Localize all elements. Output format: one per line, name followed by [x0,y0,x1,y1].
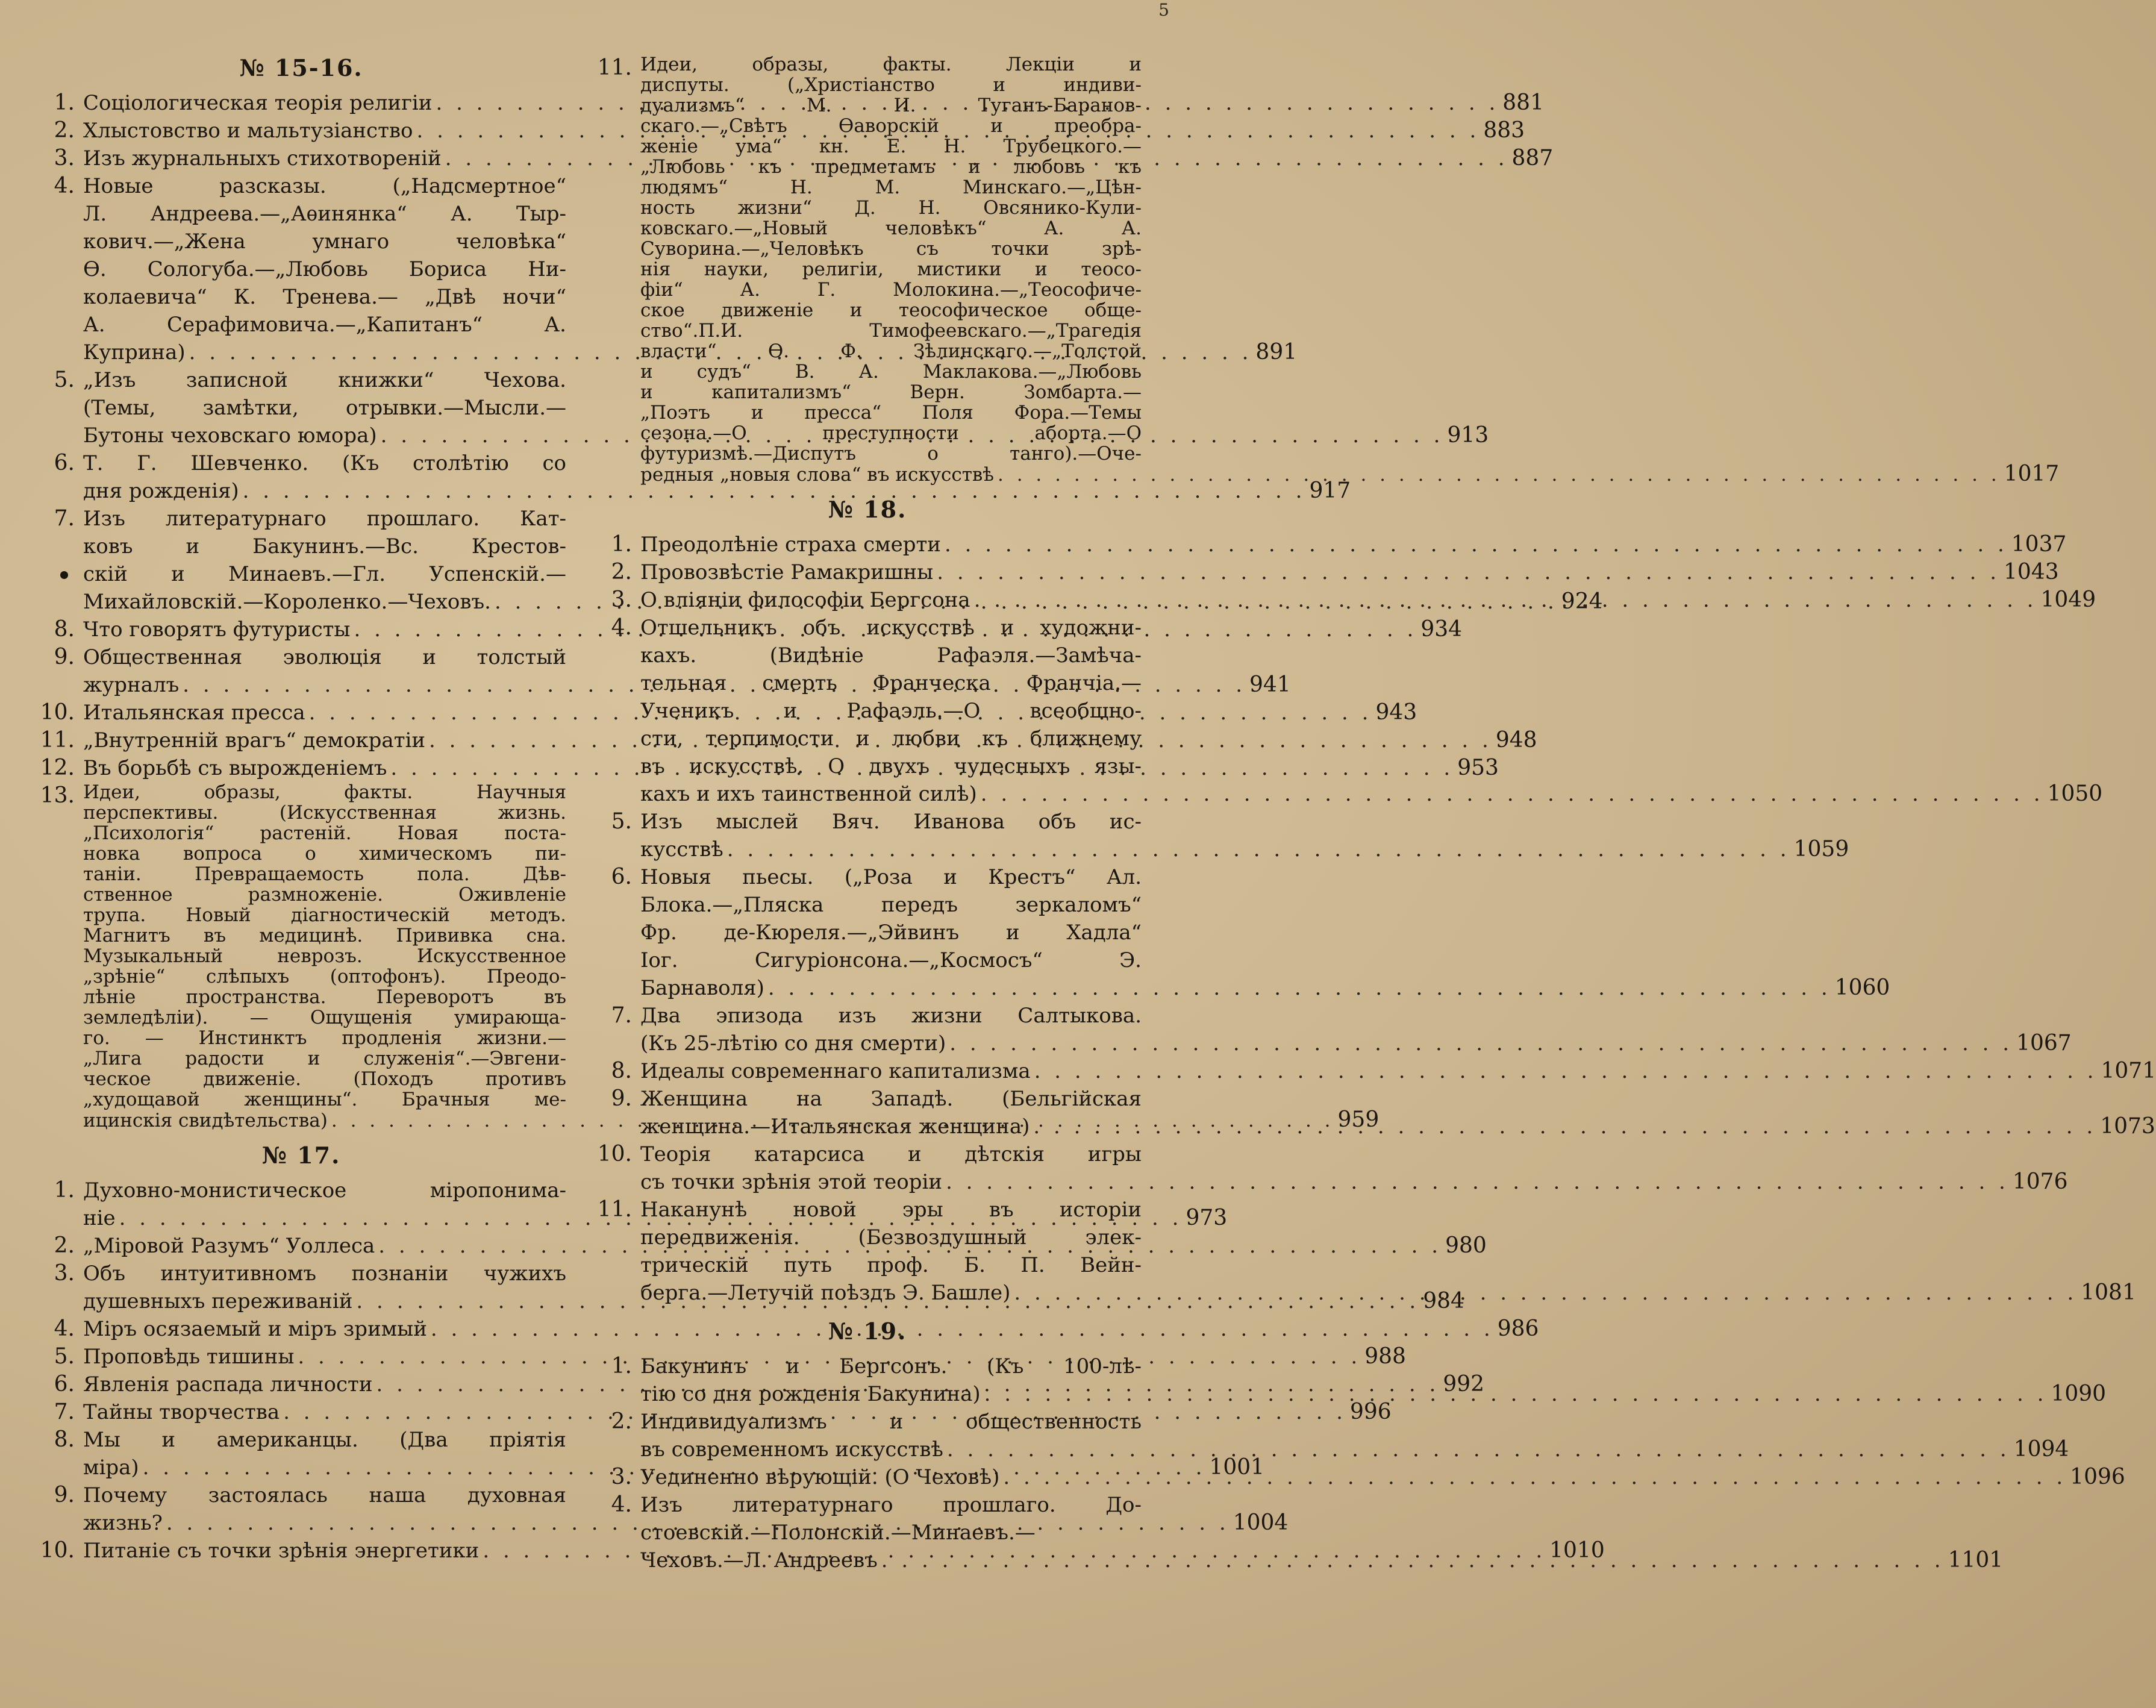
page-number-ref: 1076 [2012,1169,2068,1194]
entry-title-line: Женщина на Западѣ. (Бельгійская [640,1087,1142,1111]
entry-title-line: „Психологія“ растеній. Новая поста- [83,822,566,844]
entry-title-line: Бакунинъ и Бергсонъ. (Къ 100-лѣ- [640,1354,1142,1378]
entry-title-line: Ученикъ и Рафаэль.—О всеобщно- [640,699,1142,723]
entry-number: 1. [54,1178,75,1203]
entry-title-text: (Къ 25-лѣтію со дня смерти) [640,1031,946,1056]
dot-leader [974,586,2037,614]
entry-title-line: Изъ литературнаго прошлаго. До- [640,1493,1142,1517]
page-number-ref: 996 [1350,1400,1392,1424]
entry-body [640,531,2067,558]
issue-heading: № 19. [828,1318,907,1345]
entry-number: 3. [54,1261,75,1286]
entry-number: 5. [54,368,75,392]
entry-title-text: „Міровой Разумъ“ Уоллеса [83,1234,375,1258]
entry-title-line: Общественная эволюція и толстый [83,645,566,669]
toc-entry [593,558,2059,586]
entry-number: 9. [611,1086,632,1111]
issue-heading: № 15-16. [239,54,363,81]
entry-title-line: Изъ литературнаго прошлаго. Кат- [83,507,566,531]
entry-title-line: Духовно-монистическое міропонима- [83,1178,566,1203]
entry-number: 1. [611,532,632,557]
entry-title-text: Барнаволя) [640,976,764,1000]
entry-number: 1. [611,1354,632,1378]
entry-body [640,1140,2068,1196]
entry-number: 5. [54,1344,75,1369]
entry-number: 10. [40,1538,75,1563]
entry-title-text: Изъ журнальныхъ стихотвореній [83,146,442,170]
entry-body [640,1002,2072,1057]
entry-title-text: Идеалы современнаго капитализма [640,1059,1031,1083]
toc-entry [593,1140,2068,1196]
entry-title-text: Уединенно вѣрующій. (О Чеховѣ) [640,1465,1000,1489]
entry-title-line: (Темы, замѣтки, отрывки.—Мысли.— [83,396,566,420]
entry-title-line: ское движеніе и теософическое обще- [640,299,1142,321]
entry-number: 12. [40,755,75,780]
entry-body [640,558,2059,586]
dot-leader [1003,1463,2066,1491]
page-number-ref: 1050 [2047,781,2103,806]
entry-title-line [640,558,2059,586]
entry-title-line: земледѣліи). — Ощущенія умирающа- [83,1007,566,1028]
dot-leader [981,780,2044,808]
page-number-ref: 1071 [2101,1059,2156,1083]
entry-title-text: Питаніе съ точки зрѣнія энергетики [83,1539,480,1563]
entry-title-text: Бутоны чеховскаго юмора) [83,424,377,448]
entry-title-text: кусствѣ [640,837,723,862]
entry-title-line: стоевскій.—Полонскій.—Минаевъ.— [640,1521,1036,1545]
entry-title-line: Блока.—„Пляска передъ зеркаломъ“ [640,893,1142,917]
page-number-ref: 1010 [1549,1538,1605,1563]
page-number: 5 [1158,0,1169,20]
entry-title-text: Что говорятъ футуристы [83,618,351,642]
page-number-ref: 1017 [2004,461,2060,486]
entry-title-line: дуализмъ“ М. И. Туганъ-Баранов- [640,95,1142,116]
entry-title-line: сти, терпимости и любви къ ближнему [640,727,1142,751]
entry-title-line [640,1168,2068,1196]
section-gap [593,485,1142,496]
entry-title-line: „Поэтъ и пресса“ Поля Фора.—Темы [640,402,1142,424]
entry-title-line: Изъ мыслей Вяч. Иванова объ ис- [640,810,1142,834]
page-number-ref: 1094 [2013,1437,2069,1462]
entry-title-text: О вліяніи философіи Бергсона [640,588,970,612]
entry-number: 7. [54,506,75,531]
entry-title-text: Провозвѣстіе Рамакришны [640,560,934,584]
entry-number: 4. [611,1492,632,1517]
entry-title-line: Идеи, образы, факты. Научныя [83,781,566,803]
entry-title-text: Хлыстовство и мальтузіанство [83,119,413,143]
entry-number: 6. [611,865,632,889]
entry-title-line: въ искусствѣ. О двухъ чудесныхъ язы- [640,754,1142,778]
entry-title-line: „зрѣніе“ слѣпыхъ (оптофонъ). Преодо- [83,966,566,987]
entry-title-line: ственное размноженіе. Оживленіе [83,884,566,906]
entry-title-line: Наканунѣ новой эры въ исторіи [640,1198,1142,1222]
dot-leader [1034,1057,2098,1085]
toc-entry [593,1057,2156,1085]
page-number-ref: 891 [1255,340,1298,364]
entry-number: 3. [611,587,632,612]
entry-title-text: Міръ осязаемый и міръ зримый [83,1317,427,1341]
entry-title-line: Ѳ. Сологуба.—„Любовь Бориса Ни- [83,257,566,281]
entry-title-line: и судъ“ В. А. Маклакова.—„Любовь [640,361,1142,383]
entry-title-line: людямъ“ Н. М. Минскаго.—„Цѣн- [640,177,1142,198]
entry-title-line: диспуты. („Христіанство и индиви- [640,74,1142,96]
entry-title-line: передвиженія. (Безвоздушный элек- [640,1225,1142,1250]
entry-number: 7. [54,1400,75,1424]
entry-body [640,863,1890,1002]
page-number-ref: 980 [1445,1233,1487,1258]
page-number-ref: 1081 [2081,1280,2136,1305]
entry-number: 2. [54,118,75,143]
entry-title-line: ческое движеніе. (Походъ противъ [83,1068,566,1090]
page-number-ref: 883 [1483,118,1525,143]
entry-title-line: Мы и американцы. (Два пріятія [83,1428,566,1452]
entry-title-text: Куприна) [83,340,186,364]
entry-number: 7. [611,1003,632,1028]
entry-title-line: „Изъ записной книжки“ Чехова. [83,368,566,392]
entry-title-text: берга.—Летучій поѣздъ Э. Башле) [640,1281,1011,1305]
page-number-ref: 943 [1375,700,1417,725]
dot-leader [984,1380,2048,1408]
entry-title-line: ность жизни“ Д. Н. Овсянико-Кули- [640,197,1142,219]
dot-leader [947,1436,2010,1463]
entry-title-text: дня рожденія) [83,479,239,503]
entry-title-text: ніе [83,1206,116,1230]
entry-number: 2. [54,1233,75,1258]
entry-number: 8. [611,1059,632,1083]
entry-title-line: Новые разсказы. („Надсмертное“ [83,174,566,198]
entry-number: 11. [597,55,632,80]
page-number-ref: 1049 [2040,587,2096,612]
entry-title-text: міра) [83,1456,139,1480]
entry-title-line: трупа. Новый діагностическій методъ. [83,904,566,926]
entry-title-line: нія науки, религіи, мистики и теосо- [640,258,1142,280]
entry-title-text: Чеховъ.—Л. Андреевъ [640,1548,878,1572]
page-number-ref: 887 [1511,146,1554,170]
entry-number: 4. [54,1316,75,1341]
page-number-ref: 1060 [1834,975,1890,1000]
entry-title-text: Въ борьбѣ съ вырожденіемъ [83,756,387,780]
entry-title-line: Теорія катарсиса и дѣтскія игры [640,1142,1142,1166]
toc-entry [593,1002,2072,1057]
page-number-ref: 1004 [1233,1510,1289,1535]
entry-number: 11. [40,728,75,752]
entry-title-line [640,531,2067,558]
toc-entry [593,808,1849,863]
entry-title-line: „Лига радости и служенія“.—Эвгени- [83,1048,566,1069]
dot-leader [768,974,1831,1002]
dot-leader [946,1168,2009,1196]
page-number-ref: 986 [1497,1316,1539,1341]
entry-title-line: Суворина.—„Человѣкъ съ точки зрѣ- [640,238,1142,260]
entry-title-text: съ точки зрѣнія этой теоріи [640,1170,943,1194]
entry-title-line: колаевича“ К. Тренева.— „Двѣ ночи“ [83,285,566,309]
entry-title-text: ицинскія свидѣтельства) [83,1110,328,1131]
entry-title-text: жизнь? [83,1511,163,1535]
entry-number: 13. [40,783,75,808]
entry-number: 9. [54,1483,75,1507]
entry-number: 2. [611,1409,632,1434]
entry-title-line: кахъ. (Видѣніе Рафаэля.—Замѣча- [640,643,1142,668]
entry-title-line: Фр. де-Кюреля.—„Эйвинъ и Хадла“ [640,921,1142,945]
entry-title-line: и капитализмъ“ Верн. Зомбарта.— [640,381,1142,403]
entry-title-text: въ современномъ искусствѣ [640,1437,943,1462]
entry-number: 1. [54,90,75,115]
toc-entry [593,863,1890,1002]
entry-title-line: ство“.П.И. Тимофеевскаго.—„Трагедія [640,320,1142,342]
entry-title-text: Итальянская пресса [83,701,305,725]
dot-leader [727,836,1790,863]
entry-number: 3. [54,146,75,170]
page-number-ref: 1037 [2011,532,2067,557]
entry-title-text: Преодолѣніе страха смерти [640,533,941,557]
entry-number: 8. [54,617,75,642]
entry-title-line: Т. Г. Шевченко. (Къ столѣтію со [83,451,566,475]
entry-title-line: скаго.—„Свѣтъ Ѳаворскій и преобра- [640,115,1142,137]
page-number-ref: 924 [1561,589,1603,614]
entry-number: 4. [611,615,632,640]
entry-title-line: таніи. Превращаемость пола. Дѣв- [83,863,566,885]
dot-leader [937,558,2000,586]
entry-title-line: женіе ума“ кн. Е. Н. Трубецкого.— [640,136,1142,157]
entry-title-line: Отшельникъ объ искусствѣ и художни- [640,616,1142,640]
entry-title-line [640,1436,2069,1463]
entry-number: 10. [597,1142,632,1166]
dot-leader [1033,1113,2096,1140]
entry-title-line: скій и Минаевъ.—Гл. Успенскій.— [83,562,566,586]
entry-title-text: кахъ и ихъ таинственной силѣ) [640,782,977,806]
page-number-ref: 984 [1423,1289,1464,1313]
entry-title-text: душевныхъ переживаній [83,1289,353,1313]
entry-title-line: Іог. Сигуріонсона.—„Космосъ“ Э. [640,948,1142,972]
entry-title-text: Тайны творчества [83,1400,280,1424]
page-number-ref: 1059 [1793,837,1849,862]
entry-title-text: „Внутренній врагъ“ демократіи [83,728,426,752]
entry-title-text: Михайловскій.—Короленко.—Чеховъ. [83,590,491,614]
entry-title-line: трическій путь проф. Б. П. Вейн- [640,1253,1142,1277]
entry-title-line: перспективы. (Искусственная жизнь. [83,802,566,824]
entry-title-line [640,836,1849,863]
entry-number: 2. [611,560,632,584]
entry-title-text: Явленія распада личности [83,1372,373,1397]
page-number-ref: 1001 [1209,1455,1265,1480]
entry-number: 4. [54,174,75,198]
page-number-ref: 1073 [2100,1114,2155,1139]
entry-title-line: „Любовь къ предметамъ и любовь къ [640,156,1142,178]
page-number-ref: 1067 [2016,1031,2072,1056]
page-number-ref: 992 [1443,1372,1485,1397]
dot-leader [881,1547,1945,1574]
entry-title-line [640,974,1890,1002]
entry-title-line: Л. Андреева.—„Аѳинянка“ А. Тыр- [83,202,566,226]
entry-title-text: женщина.—Итальянская женщина) [640,1115,1030,1139]
entry-title-line [640,1057,2156,1085]
page-number-ref: 1043 [2004,560,2059,584]
dot-leader [1014,1279,2077,1307]
entry-number: 6. [54,451,75,475]
entry-title-line: А. Серафимовича.—„Капитанъ“ А. [83,313,566,337]
entry-title-line: ковъ и Бакунинъ.—Вс. Крестов- [83,534,566,558]
entry-title-line: власти“ Ѳ. Ф. Зѣлинскаго.—„Толстой [640,340,1142,362]
entry-number: 6. [54,1372,75,1397]
page-number-ref: 1096 [2070,1465,2125,1489]
entry-title-line: Новыя пьесы. („Роза и Крестъ“ Ал. [640,865,1142,889]
page-number-ref: 1101 [1948,1548,2004,1572]
entry-title-line: сезона.—О преступности аборта.—О [640,422,1142,444]
entry-title-line: „худощавой женщины“. Брачныя ме- [83,1089,566,1110]
entry-body [640,1057,2156,1085]
entry-number: 9. [54,645,75,669]
entry-number: 5. [611,809,632,834]
page-number-ref: 913 [1447,423,1489,448]
entry-title-line: новка вопроса о химическомъ пи- [83,843,566,865]
entry-title-text: журналъ [83,673,180,697]
page-number-ref: 959 [1337,1107,1380,1132]
page-number-ref: 948 [1495,728,1537,752]
page-number-ref: 941 [1249,672,1291,697]
entry-title-line [640,461,2060,486]
page-number-ref: 973 [1186,1206,1228,1230]
entry-title-text: Соціологическая теорія религіи [83,91,433,115]
section-gap [36,1131,566,1142]
entry-title-line: Магнитъ въ медицинѣ. Прививка сна. [83,925,566,946]
entry-number: 10. [40,700,75,725]
entry-title-line: фіи“ А. Г. Молокина.—„Теософиче- [640,279,1142,301]
entry-number: 8. [54,1427,75,1452]
entry-title-line: Идеи, образы, факты. Лекціи и [640,54,1142,75]
dot-leader [949,1030,2013,1057]
section-gap [593,1307,1142,1318]
page-number-ref: 881 [1502,90,1544,115]
entry-title-line: лѣніе пространства. Переворотъ въ [83,986,566,1008]
entry-title-line [640,780,2103,808]
page-number-ref: 1090 [2051,1381,2107,1406]
entry-title-text: тію со дня рожденія Бакунина) [640,1382,981,1406]
entry-title-line: футуризмѣ.—Диспутъ о танго).—Оче- [640,443,1142,465]
entry-title-text: редныя „новыя слова“ въ искусствѣ [640,464,994,486]
entry-title-line [83,477,1351,505]
entry-title-line [640,1030,2072,1057]
entry-body [640,808,1849,863]
entry-title-line: Почему застоялась наша духовная [83,1483,566,1507]
entry-title-line: Индивидуализмъ и общественность [640,1410,1142,1434]
dot-leader [998,465,2001,485]
entry-title-line: тельная смерть Франческа Франчіа.— [640,671,1142,695]
entry-number: 3. [611,1465,632,1489]
page-number-ref: 934 [1420,617,1463,642]
entry-title-line: Два эпизода изъ жизни Салтыкова. [640,1004,1142,1028]
page-number-ref: 917 [1309,478,1351,503]
issue-heading: № 17. [261,1142,341,1169]
entry-title-line: Объ интуитивномъ познаніи чужихъ [83,1262,566,1286]
entry-title-line: го. — Инстинктъ продленія жизни.— [83,1027,566,1049]
entry-title-text: Проповѣдь тишины [83,1345,295,1369]
entry-title-line: кович.—„Жена умнаго человѣка“ [83,230,566,254]
entry-title-line: ковскаго.—„Новый человѣкъ“ А. А. [640,217,1142,239]
page-number-ref: 988 [1364,1344,1406,1369]
issue-heading: № 18. [828,496,907,523]
margin-bullet-mark [60,571,68,579]
toc-entry [593,531,2067,558]
page-number-ref: 953 [1457,755,1499,780]
entry-title-line: Музыкальный неврозъ. Искусственное [83,945,566,967]
dot-leader [945,531,2008,558]
entry-number: 11. [597,1197,632,1222]
